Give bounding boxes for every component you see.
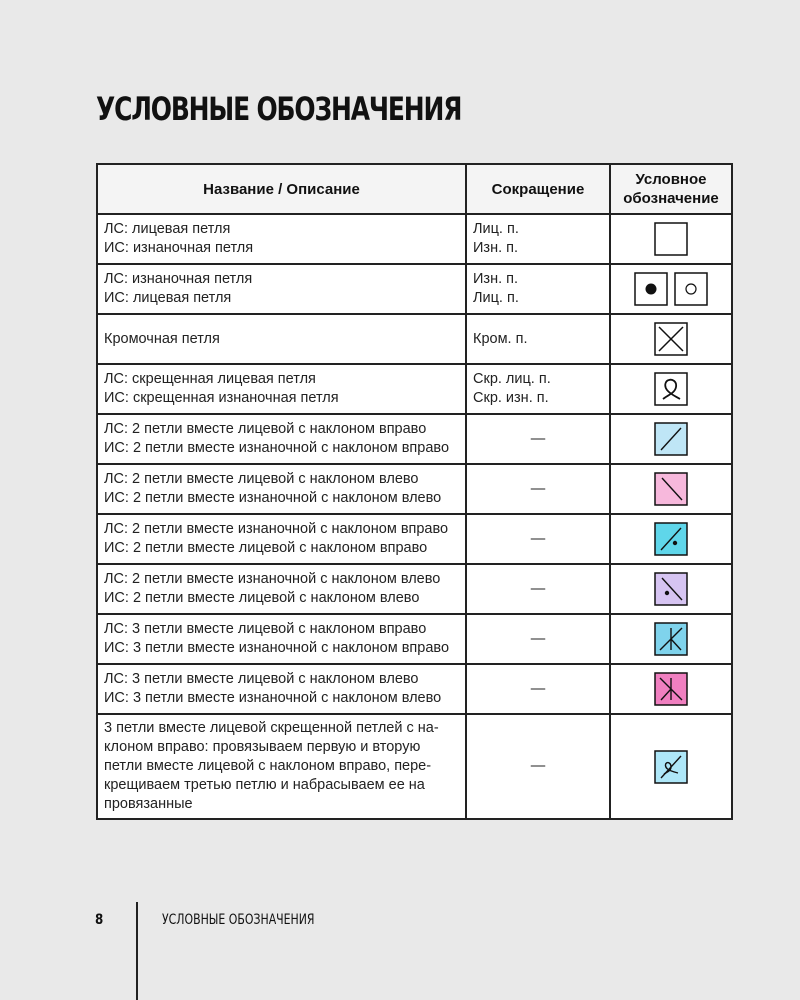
slash-left-dot-icon: [654, 572, 688, 606]
table-row: [97, 464, 732, 514]
description-line: ИС: 3 петли вместе изнаночной с наклоном влево: [104, 690, 442, 706]
row-symbol: [610, 614, 732, 664]
cross-icon: [654, 322, 688, 356]
abbreviation-line: —: [530, 530, 546, 547]
abbreviation-line: —: [530, 580, 546, 597]
description-line: Кромочная петля: [104, 330, 220, 347]
row-abbreviation: [466, 464, 610, 514]
header-abbr: Сокращение: [466, 164, 610, 214]
row-description: [97, 664, 466, 714]
description-line: ИС: 2 петли вместе изнаночной с наклоном вправо: [104, 440, 450, 456]
row-symbol: [610, 514, 732, 564]
description-line: петли вместе лицевой с наклоном вправо, пере-: [104, 758, 432, 774]
row-description: [97, 514, 466, 564]
row-abbreviation: [466, 414, 610, 464]
table-row: [97, 614, 732, 664]
row-symbol: [610, 714, 732, 819]
running-footer: УСЛОВНЫЕ ОБОЗНАЧЕНИЯ: [162, 912, 315, 928]
three-right-icon: [654, 622, 688, 656]
description-line: клоном вправо: провязываем первую и вторую: [104, 739, 421, 755]
abbreviation-line: Скр. изн. п.: [473, 390, 549, 406]
abbreviation-line: —: [530, 480, 546, 497]
abbreviation-line: —: [530, 430, 546, 447]
description-line: ЛС: 2 петли вместе лицевой с наклоном влево: [104, 471, 419, 487]
row-abbreviation: [466, 314, 610, 364]
row-description: [97, 564, 466, 614]
description-line: ЛС: скрещенная лицевая петля: [104, 371, 316, 387]
header-name: Название / Описание: [97, 164, 466, 214]
table-row: [97, 314, 732, 364]
description-line: ЛС: 2 петли вместе изнаночной с наклоном вправо: [104, 521, 449, 537]
description-line: ИС: 2 петли вместе изнаночной с наклоном влево: [104, 490, 442, 506]
description-line: ИС: лицевая петля: [104, 290, 232, 306]
abbreviation-line: Лиц. п.: [473, 290, 519, 306]
slash-right-dot-icon: [654, 522, 688, 556]
description-line: ЛС: 3 петли вместе лицевой с наклоном вправо: [104, 621, 427, 637]
description-line: ЛС: лицевая петля: [104, 221, 231, 237]
abbreviation-line: Изн. п.: [473, 240, 519, 256]
description-line: провязанные: [104, 796, 193, 812]
description-line: ЛС: 3 петли вместе лицевой с наклоном влево: [104, 671, 419, 687]
table-row: [97, 414, 732, 464]
filled-dot-icon: [634, 272, 668, 306]
description-line: ЛС: изнаночная петля: [104, 271, 253, 287]
abbreviation-line: Лиц. п.: [473, 221, 519, 237]
row-description: [97, 314, 466, 364]
row-description: [97, 464, 466, 514]
header-symbol: [610, 164, 732, 214]
row-description: [97, 264, 466, 314]
header-symbol-line2: обозначение: [623, 190, 719, 207]
footer-divider: [136, 902, 138, 1000]
abbreviation-line: —: [530, 680, 546, 697]
row-abbreviation: [466, 614, 610, 664]
empty-square-icon: [654, 222, 688, 256]
description-line: 3 петли вместе лицевой скрещенной петлей с на-: [104, 720, 439, 736]
row-symbol: [610, 314, 732, 364]
description-line: ИС: скрещенная изнаночная петля: [104, 390, 339, 406]
row-description: [97, 364, 466, 414]
row-symbol: [610, 464, 732, 514]
row-abbreviation: [466, 714, 610, 819]
description-line: ЛС: 2 петли вместе лицевой с наклоном вправо: [104, 421, 427, 437]
description-line: ИС: 2 петли вместе лицевой с наклоном влево: [104, 590, 420, 606]
loop-icon: [654, 372, 688, 406]
row-symbol: [610, 564, 732, 614]
table-row: [97, 264, 732, 314]
row-abbreviation: [466, 514, 610, 564]
slash-left-icon: [654, 472, 688, 506]
description-line: ИС: изнаночная петля: [104, 240, 254, 256]
row-description: [97, 414, 466, 464]
table-row: [97, 214, 732, 264]
table-row: [97, 364, 732, 414]
table-row: [97, 714, 732, 819]
table-header-row: [97, 164, 732, 214]
row-description: [97, 214, 466, 264]
three-left-icon: [654, 672, 688, 706]
table-row: [97, 514, 732, 564]
description-line: крещиваем третью петлю и набрасываем ее на: [104, 777, 425, 793]
header-symbol-line1: Условное: [635, 171, 707, 188]
row-symbol: [610, 364, 732, 414]
description-line: ЛС: 2 петли вместе изнаночной с наклоном влево: [104, 571, 441, 587]
row-symbol: [610, 264, 732, 314]
row-abbreviation: [466, 664, 610, 714]
slash-right-icon: [654, 422, 688, 456]
abbreviation-line: Изн. п.: [473, 271, 519, 287]
description-line: ИС: 3 петли вместе изнаночной с наклоном вправо: [104, 640, 450, 656]
row-symbol: [610, 214, 732, 264]
legend-table: [96, 163, 733, 820]
description-line: ИС: 2 петли вместе лицевой с наклоном вправо: [104, 540, 428, 556]
page-number: 8: [95, 912, 104, 928]
crossed-three-icon: [654, 750, 688, 784]
row-description: [97, 714, 466, 819]
row-abbreviation: [466, 364, 610, 414]
row-abbreviation: [466, 264, 610, 314]
abbreviation-line: Скр. лиц. п.: [473, 371, 551, 387]
row-symbol: [610, 664, 732, 714]
abbreviation-line: Кром. п.: [473, 330, 528, 347]
row-abbreviation: [466, 564, 610, 614]
abbreviation-line: —: [530, 758, 546, 774]
table-row: [97, 564, 732, 614]
page-title: УСЛОВНЫЕ ОБОЗНАЧЕНИЯ: [96, 90, 462, 128]
row-abbreviation: [466, 214, 610, 264]
abbreviation-line: —: [530, 630, 546, 647]
open-circle-icon: [674, 272, 708, 306]
row-description: [97, 614, 466, 664]
row-symbol: [610, 414, 732, 464]
table-row: [97, 664, 732, 714]
